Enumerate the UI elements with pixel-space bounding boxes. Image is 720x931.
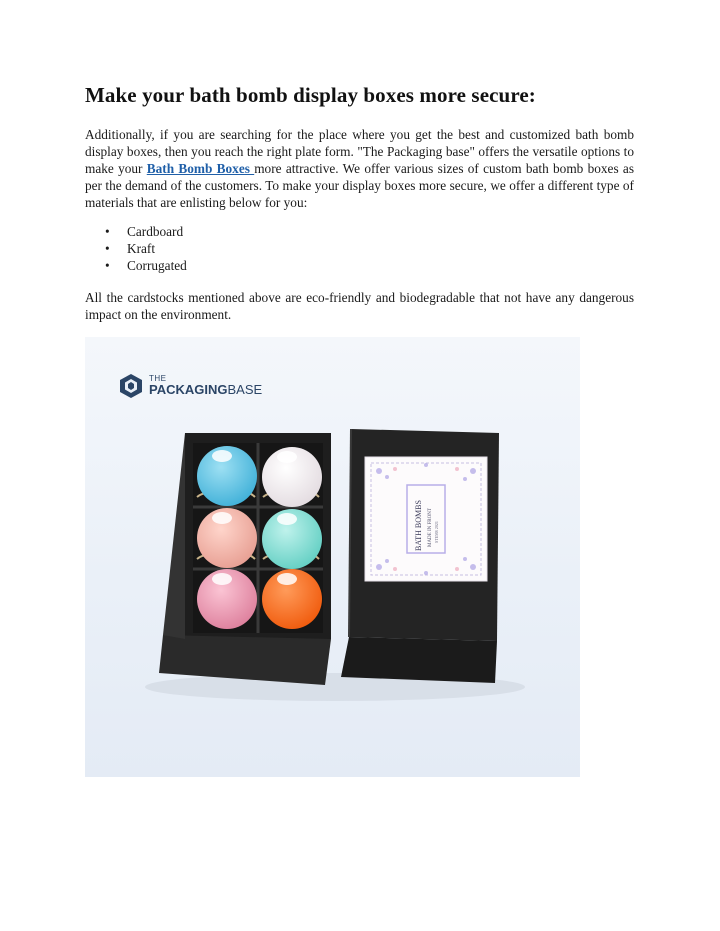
- product-photo: [85, 337, 580, 777]
- material-label: Corrugated: [127, 258, 187, 273]
- intro-text-after: more attractive. We offer various sizes of custom bath bomb boxes as per the demand of the customers. To make your display boxes more secure, we offer a different type of materials that are enlisting below for you:: [85, 161, 634, 210]
- hexagon-logo-icon: [119, 373, 143, 399]
- logo-small-text: THE: [149, 374, 167, 383]
- materials-list: [85, 223, 187, 274]
- lid-label-title: BATH BOMBS: [414, 500, 423, 551]
- open-tray-box: [159, 433, 331, 685]
- page-heading: Make your bath bomb display boxes more secure:: [85, 83, 536, 107]
- intro-text-before: Additionally, if you are searching for the place where you get the best and customized bath bomb display boxes, then you reach the right plate form. "The Packaging base" offers the versatile options to make your: [85, 127, 634, 176]
- brand-logo: [119, 373, 262, 399]
- bullet-icon: •: [105, 241, 110, 256]
- logo-light-text: BASE: [227, 382, 263, 397]
- box-lid: [341, 429, 499, 683]
- intro-paragraph: [85, 126, 634, 211]
- bullet-icon: •: [105, 258, 110, 273]
- list-item: [85, 257, 187, 274]
- closing-paragraph: All the cardstocks mentioned above are eco-friendly and biodegradable that not have any dangerous impact on the environment.: [85, 290, 634, 322]
- bullet-icon: •: [105, 224, 110, 239]
- lid-label: [365, 457, 487, 581]
- material-label: Kraft: [127, 241, 156, 256]
- material-label: Cardboard: [127, 224, 184, 239]
- logo-bold-text: PACKAGING: [149, 382, 228, 397]
- bath-bomb-boxes-link[interactable]: Bath Bomb Boxes: [146, 161, 255, 176]
- list-item: [85, 240, 187, 257]
- lid-label-tiny: STEMS 2021: [434, 521, 439, 543]
- list-item: [85, 223, 187, 240]
- lid-label-subtitle: MADE IN FRONT: [428, 508, 433, 547]
- bath-bomb-box-illustration: [85, 337, 580, 777]
